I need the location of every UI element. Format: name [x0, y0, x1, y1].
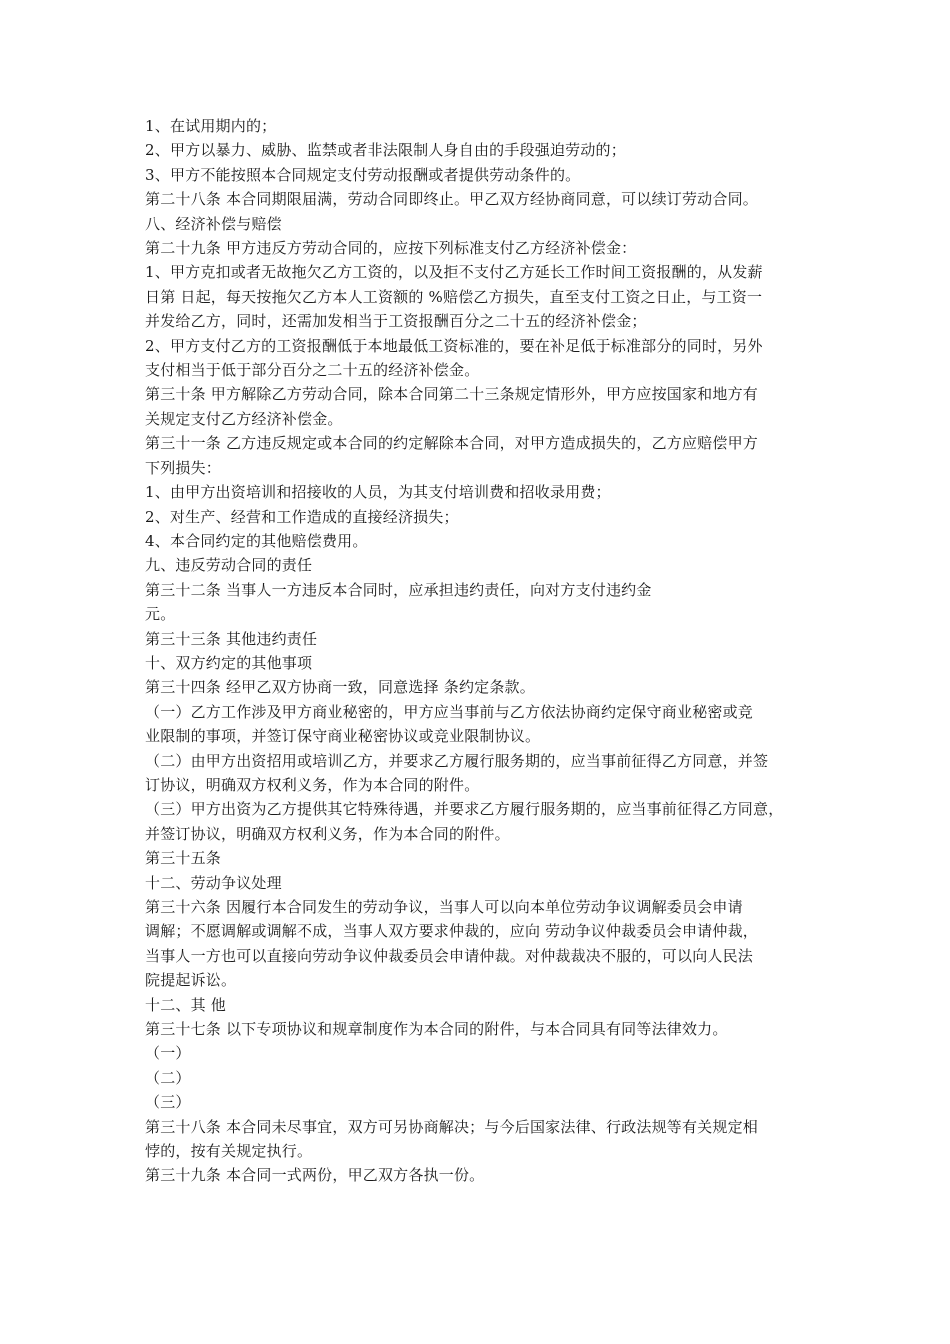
- text-line: 支付相当于低于部分百分之二十五的经济补偿金。: [145, 361, 480, 380]
- text-line: （一）: [145, 1044, 191, 1063]
- text-line: 4、本合同约定的其他赔偿费用。: [145, 531, 368, 550]
- text-line: 1、在试用期内的；: [145, 117, 277, 135]
- text-line: （一）乙方工作涉及甲方商业秘密的，甲方应当事前与乙方依法协商约定保守商业秘密或竞: [145, 702, 754, 721]
- article-34: 第三十四条 经甲乙双方协商一致，同意选择 条约定条款。: [145, 678, 535, 697]
- text-line: 2、甲方支付乙方的工资报酬低于本地最低工资标准的，要在补足低于标准部分的同时，另外: [145, 336, 763, 355]
- article-32: 第三十二条 当事人一方违反本合同时，应承担违约责任，向对方支付违约金: [145, 580, 652, 599]
- article-29: 第二十九条 甲方违反方劳动合同的，应按下列标准支付乙方经济补偿金：: [145, 239, 637, 258]
- article-33: 第三十三条 其他违约责任: [145, 629, 318, 648]
- text-line: 1、由甲方出资培训和招接收的人员，为其支付培训费和招收录用费；: [145, 483, 611, 502]
- text-line: 2、甲方以暴力、威胁、监禁或者非法限制人身自由的手段强迫劳动的；: [145, 141, 626, 160]
- text-line: 订协议，明确双方权利义务，作为本合同的附件。: [145, 775, 480, 794]
- text-line: 院提起诉讼。: [145, 971, 237, 990]
- text-line: 业限制的事项，并签订保守商业秘密协议或竞业限制协议。: [145, 727, 541, 746]
- text-line: 3、甲方不能按照本合同规定支付劳动报酬或者提供劳动条件的。: [145, 165, 581, 184]
- article-39: 第三十九条 本合同一式两份，甲乙双方各执一份。: [145, 1166, 485, 1185]
- document-page: [145, 114, 817, 1188]
- text-line: （三）甲方出资为乙方提供其它特殊待遇，并要求乙方履行服务期的，应当事前征得乙方同意，: [145, 800, 784, 819]
- text-line: 悖的，按有关规定执行。: [145, 1142, 313, 1161]
- text-line: 并发给乙方，同时，还需加发相当于工资报酬百分之二十五的经济补偿金；: [145, 312, 647, 331]
- text-line: 1、甲方克扣或者无故拖欠乙方工资的，以及拒不支付乙方延长工作时间工资报酬的，从发薪: [145, 263, 763, 282]
- text-line: 下列损失：: [145, 458, 222, 477]
- section-heading: 十、双方约定的其他事项: [145, 653, 313, 672]
- text-line: 调解；不愿调解或调解不成，当事人双方要求仲裁的，应向 劳动争议仲裁委员会申请仲裁，: [145, 922, 758, 941]
- text-line: 关规定支付乙方经济补偿金。: [145, 409, 343, 428]
- article-30: 第三十条 甲方解除乙方劳动合同，除本合同第二十三条规定情形外，甲方应按国家和地方有: [145, 385, 758, 404]
- text-line: 元。: [145, 605, 176, 624]
- article-35: 第三十五条: [145, 849, 222, 868]
- text-line: 日第 日起，每天按拖欠乙方本人工资额的 %赔偿乙方损失，直至支付工资之日止，与工资一: [145, 287, 763, 306]
- section-heading: 九、违反劳动合同的责任: [145, 556, 313, 575]
- text-line: （二）由甲方出资招用或培训乙方，并要求乙方履行服务期的，应当事前征得乙方同意，并签: [145, 751, 769, 770]
- section-heading: 十二、劳动争议处理: [145, 873, 282, 892]
- article-38: 第三十八条 本合同未尽事宜，双方可另协商解决；与今后国家法律、行政法规等有关规定相: [145, 1117, 758, 1136]
- article-28: 第二十八条 本合同期限届满，劳动合同即终止。甲乙双方经协商同意，可以续订劳动合同。: [145, 190, 758, 209]
- article-36: 第三十六条 因履行本合同发生的劳动争议，当事人可以向本单位劳动争议调解委员会申请: [145, 898, 743, 916]
- section-heading: 十二、其 他: [145, 995, 226, 1014]
- section-heading: 八、经济补偿与赔偿: [145, 214, 282, 233]
- text-line: 并签订协议，明确双方权利义务，作为本合同的附件。: [145, 824, 510, 843]
- text-line: （二）: [145, 1068, 191, 1087]
- text-line: （三）: [145, 1093, 191, 1112]
- text-line: 2、对生产、经营和工作造成的直接经济损失；: [145, 507, 459, 526]
- text-line: 当事人一方也可以直接向劳动争议仲裁委员会申请仲裁。对仲裁裁决不服的，可以向人民法: [145, 946, 754, 965]
- article-31: 第三十一条 乙方违反规定或本合同的约定解除本合同，对甲方造成损失的，乙方应赔偿甲方: [145, 434, 758, 453]
- article-37: 第三十七条 以下专项协议和规章制度作为本合同的附件，与本合同具有同等法律效力。: [145, 1020, 728, 1039]
